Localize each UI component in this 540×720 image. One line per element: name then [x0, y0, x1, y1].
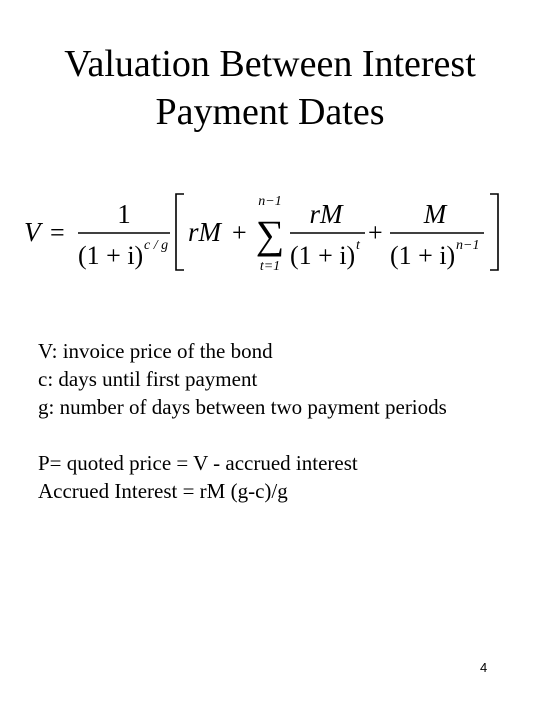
slide-title — [0, 40, 540, 136]
sum-denominator-exponent: t — [356, 238, 360, 253]
bond-valuation-formula — [20, 186, 510, 276]
slide-title-line-1: Valuation Between Interest — [64, 43, 476, 85]
slide-title-line-2: Payment Dates — [155, 91, 385, 133]
definition-c: c: days until first payment — [38, 367, 258, 391]
sum-numerator: rM — [309, 199, 343, 229]
relation-quoted-price: P= quoted price = V - accrued interest — [38, 451, 358, 475]
sum-symbol: ∑ — [255, 212, 285, 257]
last-denominator-base: (1 + i) — [390, 241, 456, 270]
outer-numerator: 1 — [117, 199, 131, 229]
outer-denominator-exponent: c / g — [144, 238, 169, 253]
left-bracket — [176, 194, 184, 270]
sum-lower-limit: t=1 — [259, 259, 281, 274]
last-denominator-exponent: n−1 — [456, 238, 480, 253]
plus-sign-2: + — [368, 218, 383, 247]
definitions-block — [38, 337, 447, 505]
plus-sign-1: + — [232, 218, 247, 247]
formula-equals: = — [50, 218, 65, 247]
relation-accrued-interest: Accrued Interest = rM (g-c)/g — [38, 479, 288, 503]
definition-v: V: invoice price of the bond — [38, 339, 273, 363]
outer-denominator-base: (1 + i) — [78, 241, 144, 270]
formula-lhs: V — [24, 217, 41, 247]
sum-denominator-base: (1 + i) — [290, 241, 356, 270]
right-bracket — [490, 194, 498, 270]
sum-upper-limit: n−1 — [258, 194, 282, 209]
last-numerator: M — [423, 199, 447, 229]
spacer — [38, 421, 447, 449]
page-number: 4 — [480, 660, 488, 675]
definition-g: g: number of days between two payment periods — [38, 395, 447, 419]
term-first: rM — [188, 217, 221, 247]
